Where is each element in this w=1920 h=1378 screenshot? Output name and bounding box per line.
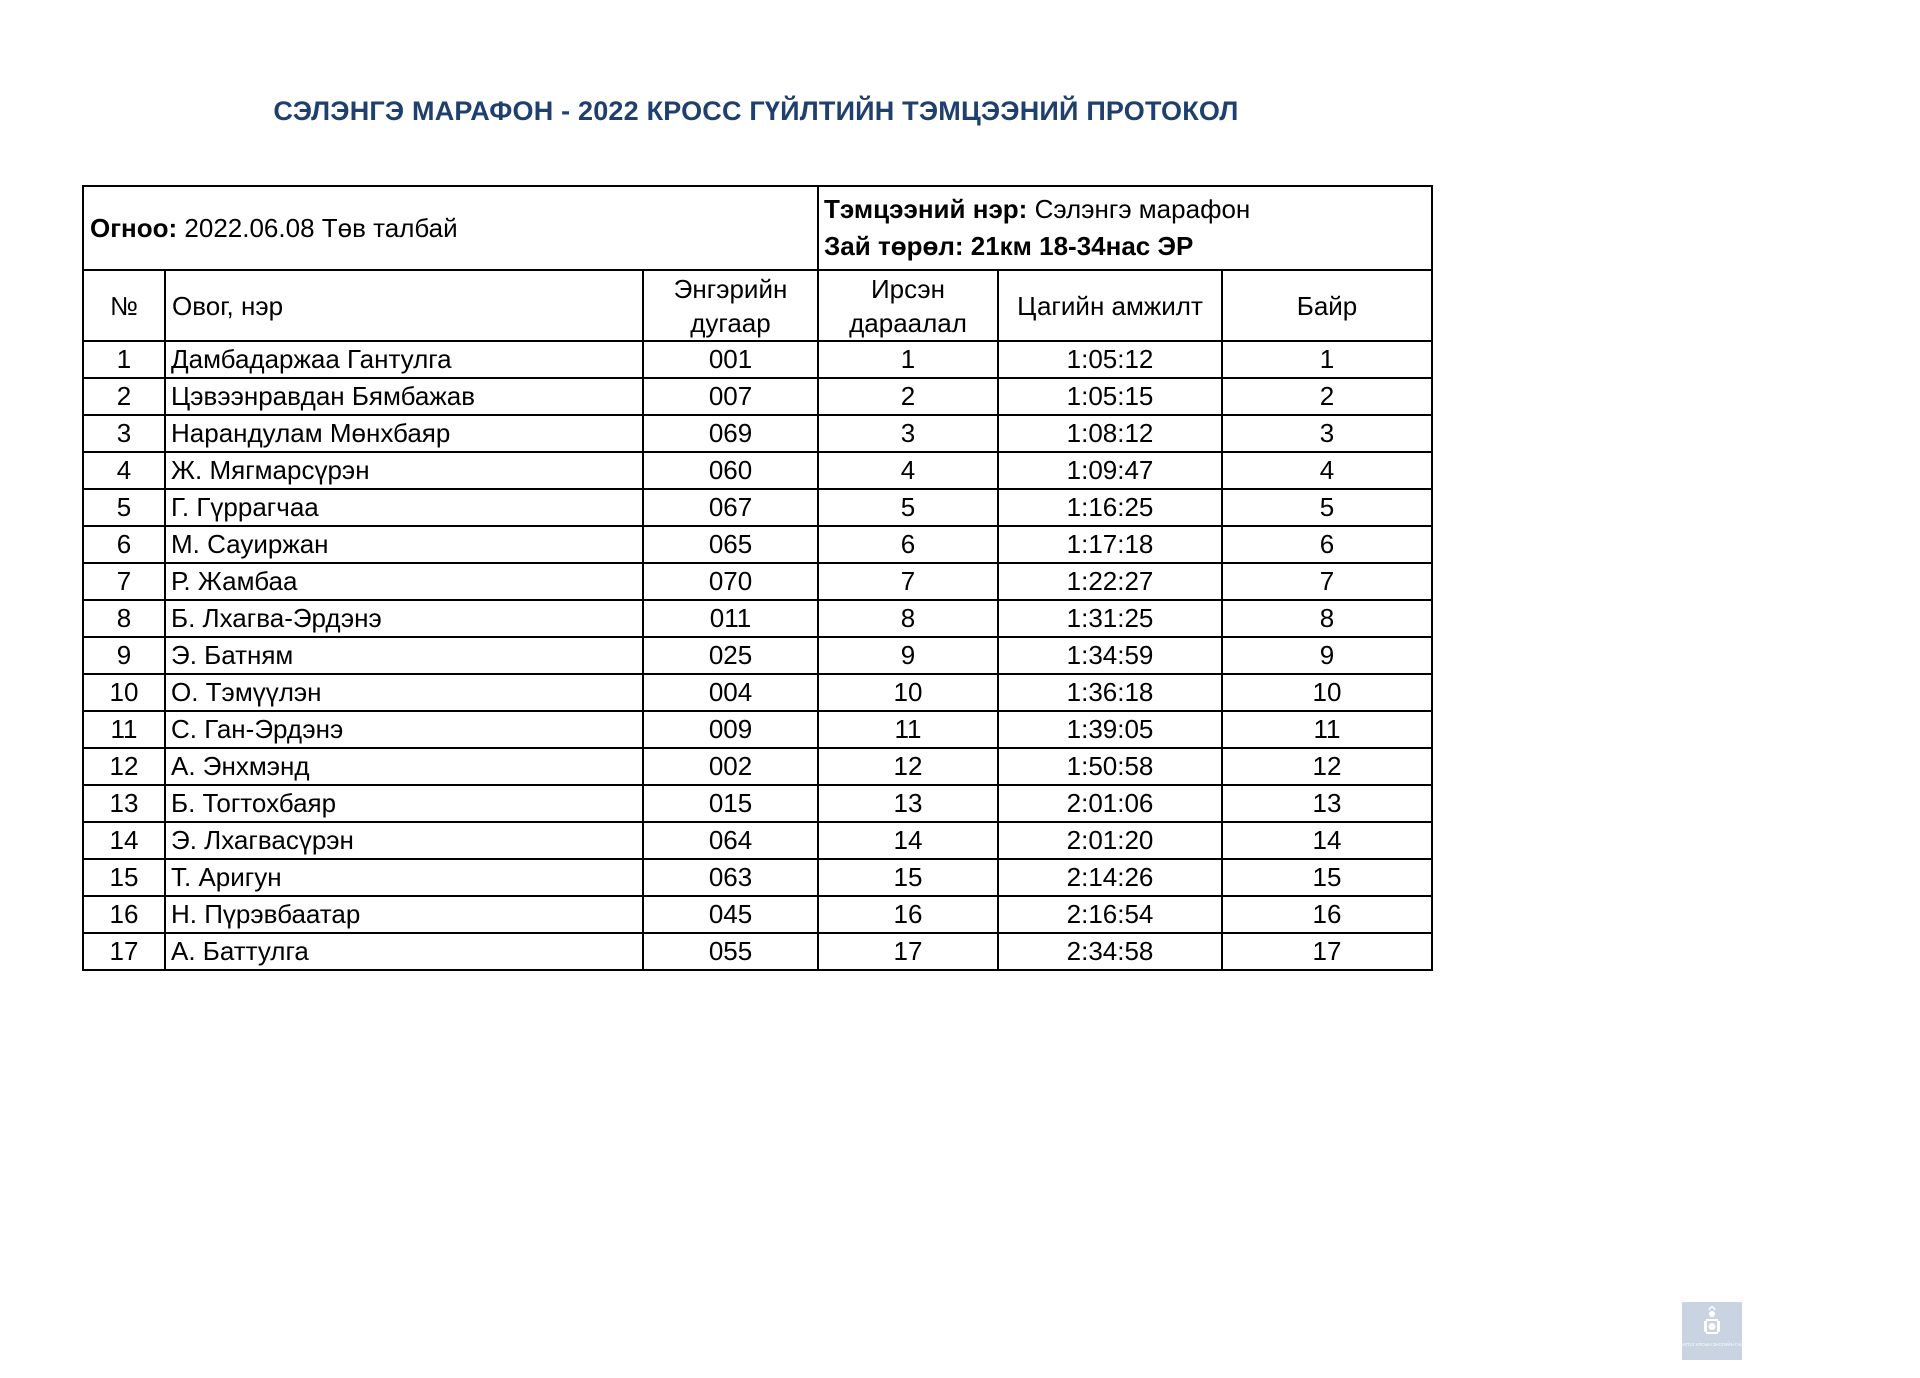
- info-row: [83, 186, 1432, 270]
- row-no: 9: [83, 637, 165, 674]
- row-finish-order: 8: [818, 600, 998, 637]
- row-bib: 025: [643, 637, 818, 674]
- row-name: Э. Батням: [165, 637, 643, 674]
- row-no: 3: [83, 415, 165, 452]
- row-no: 11: [83, 711, 165, 748]
- row-finish-order: 7: [818, 563, 998, 600]
- row-finish-order: 11: [818, 711, 998, 748]
- row-time: 1:05:12: [998, 341, 1222, 378]
- row-bib: 009: [643, 711, 818, 748]
- table-row: [83, 452, 1432, 489]
- date-value: 2022.06.08 Төв талбай: [177, 212, 458, 243]
- row-finish-order: 1: [818, 341, 998, 378]
- row-name: Т. Аригун: [165, 859, 643, 896]
- row-bib: 060: [643, 452, 818, 489]
- row-no: 5: [83, 489, 165, 526]
- row-bib: 063: [643, 859, 818, 896]
- row-bib: 004: [643, 674, 818, 711]
- row-place: 4: [1222, 452, 1432, 489]
- column-header-place: Байр: [1222, 270, 1432, 341]
- row-place: 3: [1222, 415, 1432, 452]
- row-bib: 007: [643, 378, 818, 415]
- row-finish-order: 12: [818, 748, 998, 785]
- row-bib: 069: [643, 415, 818, 452]
- column-header-finish-order: Ирсэн дараалал: [818, 270, 998, 341]
- seal-text: МОНГОЛ УЛСЫН ЗАСГИЙН ГАЗАР: [1675, 1342, 1749, 1347]
- row-time: 1:16:25: [998, 489, 1222, 526]
- row-name: Цэвээнравдан Бямбажав: [165, 378, 643, 415]
- row-name: А. Баттулга: [165, 933, 643, 970]
- table-row: [83, 415, 1432, 452]
- row-place: 12: [1222, 748, 1432, 785]
- column-header-name: Овог, нэр: [165, 270, 643, 341]
- table-row: [83, 711, 1432, 748]
- row-bib: 015: [643, 785, 818, 822]
- row-time: 1:39:05: [998, 711, 1222, 748]
- row-time: 1:34:59: [998, 637, 1222, 674]
- row-place: 11: [1222, 711, 1432, 748]
- row-finish-order: 9: [818, 637, 998, 674]
- row-name: Б. Тогтохбаяр: [165, 785, 643, 822]
- row-no: 16: [83, 896, 165, 933]
- row-place: 7: [1222, 563, 1432, 600]
- row-bib: 065: [643, 526, 818, 563]
- row-place: 13: [1222, 785, 1432, 822]
- row-place: 5: [1222, 489, 1432, 526]
- document-title: СЭЛЭНГЭ МАРАФОН - 2022 КРОСС ГҮЙЛТИЙН ТЭМЦЭЭНИЙ ПРОТОКОЛ: [273, 96, 1239, 126]
- row-no: 4: [83, 452, 165, 489]
- event-value: Сэлэнгэ марафон: [1027, 194, 1251, 224]
- row-finish-order: 10: [818, 674, 998, 711]
- seal-caption: [1675, 1340, 1749, 1360]
- table-row: [83, 563, 1432, 600]
- table-row: [83, 378, 1432, 415]
- row-time: 2:01:06: [998, 785, 1222, 822]
- row-name: Н. Пүрэвбаатар: [165, 896, 643, 933]
- table-row: [83, 637, 1432, 674]
- row-place: 15: [1222, 859, 1432, 896]
- table-row: [83, 859, 1432, 896]
- row-name: О. Тэмүүлэн: [165, 674, 643, 711]
- row-no: 7: [83, 563, 165, 600]
- government-seal: [1675, 1302, 1749, 1360]
- row-finish-order: 14: [818, 822, 998, 859]
- row-finish-order: 4: [818, 452, 998, 489]
- row-finish-order: 3: [818, 415, 998, 452]
- row-bib: 002: [643, 748, 818, 785]
- row-no: 2: [83, 378, 165, 415]
- row-name: С. Ган-Эрдэнэ: [165, 711, 643, 748]
- results-table: [82, 185, 1433, 971]
- row-name: М. Сауиржан: [165, 526, 643, 563]
- row-finish-order: 16: [818, 896, 998, 933]
- column-header-no: №: [83, 270, 165, 341]
- row-bib: 045: [643, 896, 818, 933]
- row-time: 1:31:25: [998, 600, 1222, 637]
- row-finish-order: 17: [818, 933, 998, 970]
- row-no: 15: [83, 859, 165, 896]
- table-row: [83, 341, 1432, 378]
- row-name: Нарандулам Мөнхбаяр: [165, 415, 643, 452]
- table-row: [83, 748, 1432, 785]
- header-row: [83, 270, 1432, 341]
- row-time: 1:50:58: [998, 748, 1222, 785]
- row-finish-order: 6: [818, 526, 998, 563]
- row-name: Ж. Мягмарсүрэн: [165, 452, 643, 489]
- row-time: 1:22:27: [998, 563, 1222, 600]
- row-place: 8: [1222, 600, 1432, 637]
- column-header-bib: Энгэрийн дугаар: [643, 270, 818, 341]
- row-name: Э. Лхагвасүрэн: [165, 822, 643, 859]
- row-time: 1:05:15: [998, 378, 1222, 415]
- table-row: [83, 933, 1432, 970]
- row-bib: 011: [643, 600, 818, 637]
- row-name: Б. Лхагва-Эрдэнэ: [165, 600, 643, 637]
- row-finish-order: 15: [818, 859, 998, 896]
- table-row: [83, 674, 1432, 711]
- row-no: 17: [83, 933, 165, 970]
- row-no: 12: [83, 748, 165, 785]
- row-time: 1:36:18: [998, 674, 1222, 711]
- row-finish-order: 13: [818, 785, 998, 822]
- row-time: 2:16:54: [998, 896, 1222, 933]
- row-no: 8: [83, 600, 165, 637]
- table-row: [83, 785, 1432, 822]
- row-no: 14: [83, 822, 165, 859]
- row-no: 13: [83, 785, 165, 822]
- row-place: 14: [1222, 822, 1432, 859]
- row-place: 6: [1222, 526, 1432, 563]
- row-time: 1:17:18: [998, 526, 1222, 563]
- date-cell: [83, 186, 818, 270]
- row-no: 10: [83, 674, 165, 711]
- row-place: 2: [1222, 378, 1432, 415]
- row-bib: 064: [643, 822, 818, 859]
- event-cell: [818, 186, 1432, 270]
- row-bib: 055: [643, 933, 818, 970]
- row-bib: 067: [643, 489, 818, 526]
- table-row: [83, 896, 1432, 933]
- row-time: 2:34:58: [998, 933, 1222, 970]
- column-header-time: Цагийн амжилт: [998, 270, 1222, 341]
- table-row: [83, 489, 1432, 526]
- row-bib: 070: [643, 563, 818, 600]
- row-bib: 001: [643, 341, 818, 378]
- row-place: 16: [1222, 896, 1432, 933]
- table-row: [83, 526, 1432, 563]
- row-time: 2:14:26: [998, 859, 1222, 896]
- row-place: 9: [1222, 637, 1432, 674]
- row-finish-order: 5: [818, 489, 998, 526]
- row-no: 6: [83, 526, 165, 563]
- row-time: 1:09:47: [998, 452, 1222, 489]
- row-name: Г. Гүррагчаа: [165, 489, 643, 526]
- row-finish-order: 2: [818, 378, 998, 415]
- row-name: А. Энхмэнд: [165, 748, 643, 785]
- row-place: 1: [1222, 341, 1432, 378]
- event-label: Тэмцээний нэр:: [824, 194, 1028, 224]
- row-place: 17: [1222, 933, 1432, 970]
- row-time: 1:08:12: [998, 415, 1222, 452]
- row-time: 2:01:20: [998, 822, 1222, 859]
- row-name: Р. Жамбаа: [165, 563, 643, 600]
- row-place: 10: [1222, 674, 1432, 711]
- row-name: Дамбадаржаа Гантулга: [165, 341, 643, 378]
- table-row: [83, 600, 1432, 637]
- date-label: Огноо:: [90, 212, 178, 243]
- row-no: 1: [83, 341, 165, 378]
- table-row: [83, 822, 1432, 859]
- category-label: Зай төрөл: 21км 18-34нас ЭР: [824, 231, 1194, 261]
